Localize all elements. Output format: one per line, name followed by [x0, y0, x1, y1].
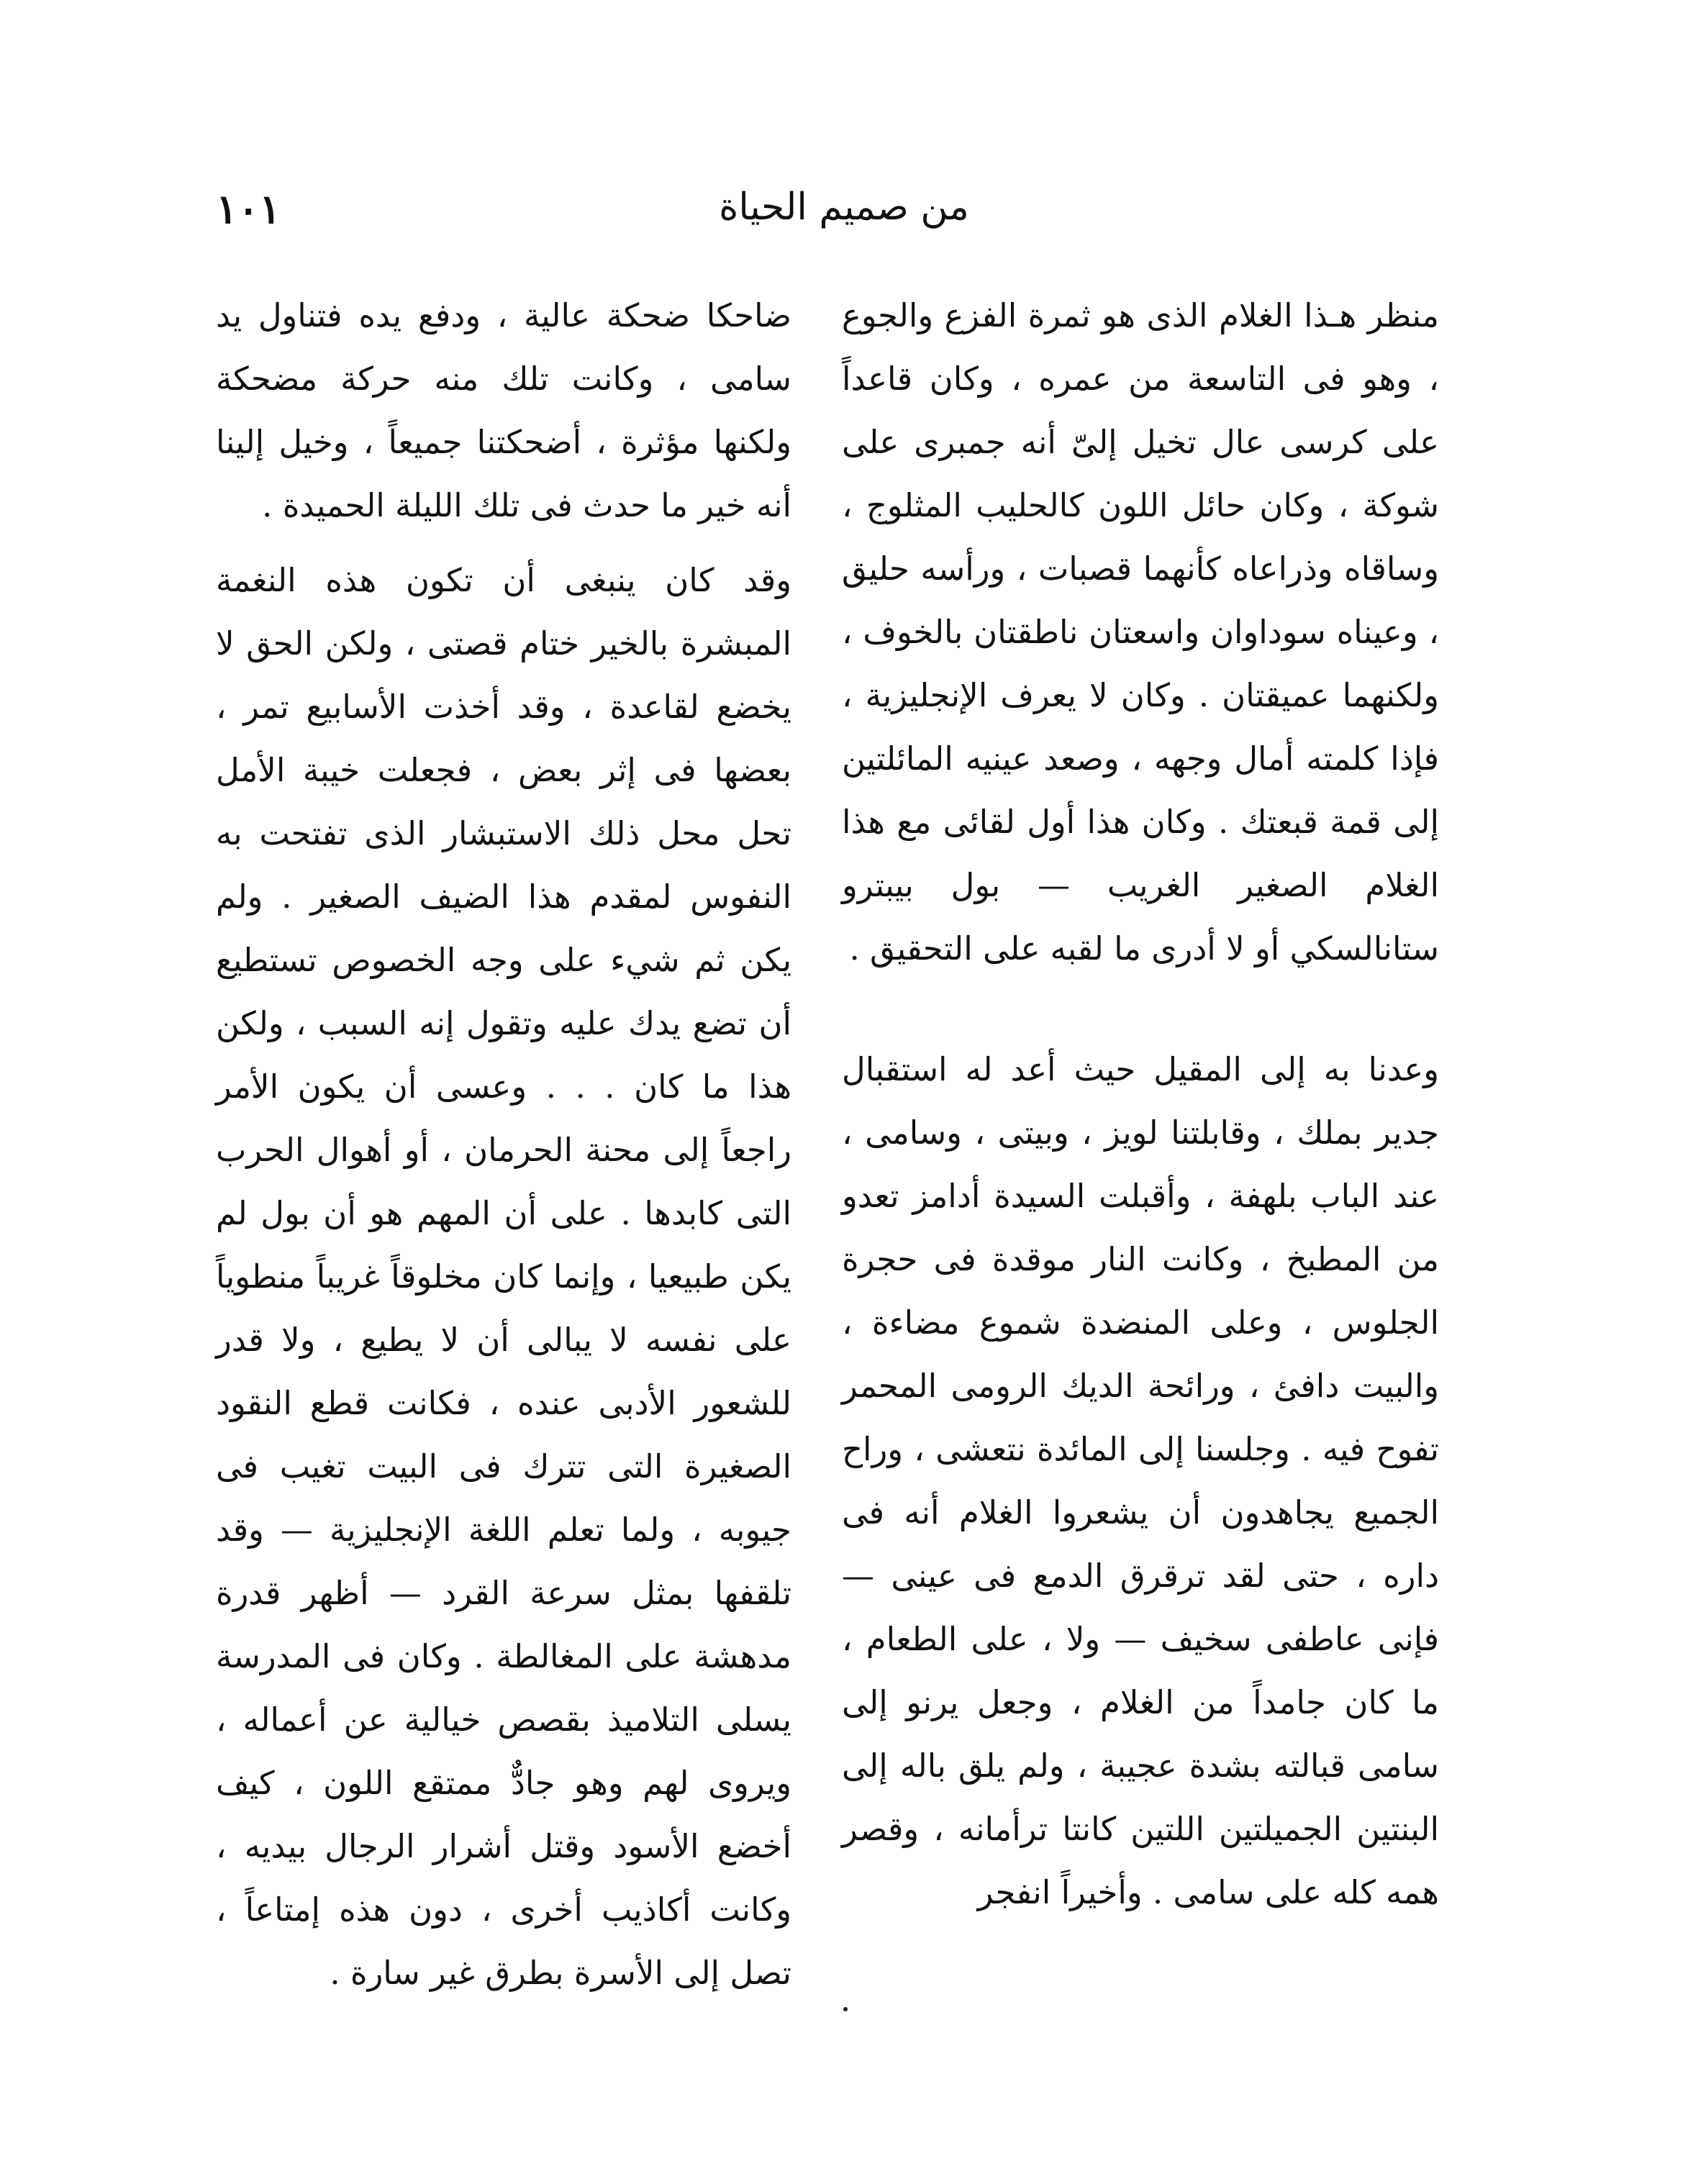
page-number: ١٠١: [216, 186, 281, 233]
paragraph: وقد كان ينبغى أن تكون هذه النغمة المبشرة بالخير ختام قصتى ، ولكن الحق لا يخضع لقاعدة ، وقد أخذت الأسابيع تمر ، بعضها فى إثر بعض ، فجعلت خيبة الأمل تحل محل ذلك الاستبشار الذى تفتحت به النفوس لمقدم هذا الضيف الصغير . ولم يكن ثم شيء على وجه الخصوص تستطيع أن تضع يدك عليه وتقول إنه السبب ، ولكن هذا ما كان . . . وعسى أن يكون الأمر راجعاً إلى محنة الحرمان ، أو أهوال الحرب التى كابدها . على أن المهم هو أن بول لم يكن طبيعيا ، وإنما كان مخلوقاً غريباً منطوياً على نفسه لا يبالى أن لا يطيع ، ولا قدر للشعور الأدبى عنده ، فكانت قطع النقود الصغيرة التى تترك فى البيت تغيب فى جيوبه ، ولما تعلم اللغة الإنجليزية — وقد تلقفها بمثل سرعة القرد — أظهر قدرة مدهشة على المغالطة . وكان فى المدرسة يسلى التلاميذ بقصص خيالية عن أعماله ، ويروى لهم وهو جادٌّ ممتقع اللون ، كيف أخضع الأسود وقتل أشرار الرجال بيديه ، وكانت أكاذيب أخرى ، دون هذه إمتاعاً ، تصل إلى الأسرة بطرق غير سارة .: [216, 561, 791, 1992]
page-title: من صميم الحياة: [719, 186, 969, 229]
running-header: [0, 173, 1688, 252]
paragraph: وعدنا به إلى المقيل حيث أعد له استقبال جدير بملك ، وقابلتنا لويز ، وبيتى ، وسامى ، عند الباب بلهفة ، وأقبلت السيدة أدامز تعدو من المطبخ ، وكانت النار موقدة فى حجرة الجلوس ، وعلى المنضدة شموع مضاءة ، والبيت دافئ ، ورائحة الديك الرومى المحمر تفوح فيه . وجلسنا إلى المائدة نتعشى ، وراح الجميع يجاهدون أن يشعروا الغلام أنه فى داره ، حتى لقد ترقرق الدمع فى عينى — فإنى عاطفى سخيف — ولا ، على الطعام ، ما كان جامداً من الغلام ، وجعل يرنو إلى سامى قبالته بشدة عجيبة ، ولم يلق باله إلى البنتين الجميلتين اللتين كانتا ترأمانه ، وقصر همه كله على سامى . وأخيراً انفجر: [842, 1050, 1439, 1911]
paragraph: ضاحكا ضحكة عالية ، ودفع يده فتناول يد سامى ، وكانت تلك منه حركة مضحكة ولكنها مؤثرة ، أضحكتنا جميعاً ، وخيل إلينا أنه خير ما حدث فى تلك الليلة الحميدة .: [216, 296, 791, 524]
right-text-column: [842, 284, 1439, 1924]
scan-speck: [843, 2007, 848, 2011]
paragraph: منظر هـذا الغلام الذى هو ثمرة الفزع والجوع ، وهو فى التاسعة من عمره ، وكان قاعداً على كرسى عال تخيل إلىّ أنه جمبرى على شوكة ، وكان حائل اللون كالحليب المثلوج ، وساقاه وذراعاه كأنهما قصبات ، ورأسه حليق ، وعيناه سوداوان واسعتان ناطقتان بالخوف ، ولكنهما عميقتان . وكان لا يعرف الإنجليزية ، فإذا كلمته أمال وجهه ، وصعد عينيه المائلتين إلى قمة قبعتك . وكان هذا أول لقائى مع هذا الغلام الصغير الغريب — بول بيبترو ستانالسكي أو لا أدرى ما لقبه على التحقيق .: [842, 296, 1439, 968]
left-text-column: [216, 284, 791, 2005]
